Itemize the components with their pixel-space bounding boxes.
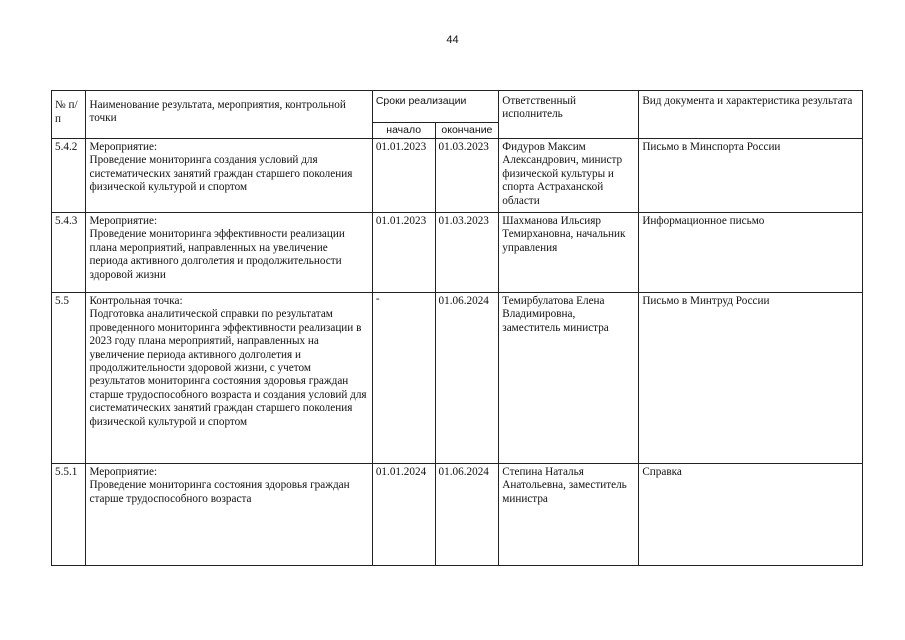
row-description: Проведение мониторинга состояния здоровья граждан старше трудоспособного возраста — [89, 479, 350, 505]
row-start-date: 01.01.2023 — [372, 213, 435, 293]
row-number: 5.4.2 — [52, 139, 86, 213]
row-number: 5.5 — [52, 293, 86, 464]
header-terms: Сроки реализации — [372, 91, 498, 123]
row-end-date: 01.06.2024 — [435, 464, 499, 566]
row-description: Подготовка аналитической справки по результатам проведенного мониторинга эффективности реализации в 2023 году плана мероприятий, направленных на увеличение периода активного долголетия и продолжительности здоровой жизни, с учетом результатов мониторинга состояния здоровья граждан старше трудоспособного возраста и создания условий для систематических занятий граждан старшего поколения физической культурой и спортом — [89, 308, 367, 428]
row-document: Справка — [639, 464, 863, 566]
row-start-date: - — [372, 293, 435, 464]
row-responsible: Шахманова Ильсияр Темирхановна, начальник управления — [499, 213, 639, 293]
header-end: окончание — [435, 123, 499, 139]
row-responsible: Степина Наталья Анатольевна, заместитель министра — [499, 464, 639, 566]
row-end-date: 01.03.2023 — [435, 213, 499, 293]
table-row — [52, 139, 863, 213]
row-responsible: Фидуров Максим Александрович, министр физической культуры и спорта Астраханской области — [499, 139, 639, 213]
table-header-row — [52, 91, 863, 123]
row-number: 5.4.3 — [52, 213, 86, 293]
row-start-date: 01.01.2024 — [372, 464, 435, 566]
implementation-plan-table — [51, 90, 863, 566]
table-row — [52, 464, 863, 566]
row-name — [86, 213, 372, 293]
row-kind: Мероприятие: — [89, 466, 158, 478]
row-description: Проведение мониторинга эффективности реализации плана мероприятий, направленных на увеличение периода активного долголетия и продолжительности здоровой жизни — [89, 228, 345, 281]
table-row — [52, 293, 863, 464]
row-kind: Контрольная точка: — [89, 295, 183, 307]
row-name — [86, 139, 372, 213]
row-kind: Мероприятие: — [89, 141, 158, 153]
header-document: Вид документа и характеристика результата — [639, 91, 863, 139]
header-responsible: Ответственный исполнитель — [499, 91, 639, 139]
row-end-date: 01.06.2024 — [435, 293, 499, 464]
row-kind: Мероприятие: — [89, 215, 158, 227]
page-number: 44 — [446, 34, 459, 46]
row-description: Проведение мониторинга создания условий для систематических занятий граждан старшего поколения физической культурой и спортом — [89, 154, 353, 194]
header-start: начало — [372, 123, 435, 139]
row-start-date: 01.01.2023 — [372, 139, 435, 213]
header-name: Наименование результата, мероприятия, контрольной точки — [86, 91, 372, 139]
row-name — [86, 293, 372, 464]
row-responsible: Темирбулатова Елена Владимировна, заместитель министра — [499, 293, 639, 464]
row-end-date: 01.03.2023 — [435, 139, 499, 213]
table-row — [52, 213, 863, 293]
row-name — [86, 464, 372, 566]
row-document: Информационное письмо — [639, 213, 863, 293]
row-number: 5.5.1 — [52, 464, 86, 566]
row-document: Письмо в Минтруд России — [639, 293, 863, 464]
row-document: Письмо в Минспорта России — [639, 139, 863, 213]
header-number: № п/п — [52, 91, 86, 139]
